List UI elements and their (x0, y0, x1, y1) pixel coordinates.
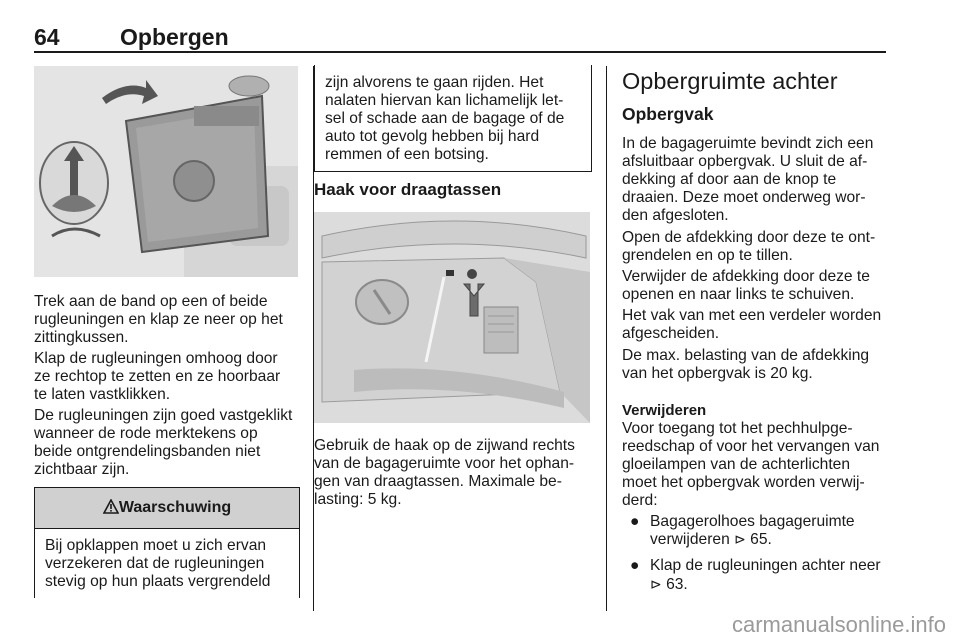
paragraph-storage-lock: In de bagageruimte bevindt zich een afsluitbaar opbergvak. U sluit de af- dekking af door aan de knop te draaien. Deze moet onderweg wor- den afgesloten. (622, 135, 874, 224)
page-title: Opbergen (120, 24, 229, 50)
subsection-title-removal: Verwijderen (622, 402, 707, 419)
page-number: 64 (34, 24, 60, 50)
arrow-reference-icon[interactable]: ⊳ (650, 576, 662, 592)
warning-title-row (35, 499, 299, 517)
section-title-bag-hook: Haak voor draagtassen (314, 180, 502, 199)
list-item (650, 513, 890, 549)
watermark: carmanualsonline.info (731, 612, 946, 637)
seat-fold-illustration (34, 66, 298, 277)
warning-header (35, 488, 299, 529)
list-item-text: Klap de rugleuningen achter neer (650, 557, 881, 574)
header-rule (34, 51, 886, 53)
bullet-dot: ● (630, 557, 640, 574)
paragraph-divider: Het vak van met een verdeler worden afgescheiden. (622, 307, 882, 342)
paragraph-removal: Voor toegang tot het pechhulpge- reedschap of voor het vervangen van gloeilampen van de achterlichten moet het opbergvak worden verwij- derd: (622, 420, 880, 509)
warning-continued-text: zijn alvorens te gaan rijden. Het nalaten hiervan kan lichamelijk let- sel of schade aan de bagage of de auto tot gevolg hebben bij hard remmen of een botsing. (325, 74, 565, 163)
paragraph-bag-hook: Gebruik de haak op de zijwand rechts van de bagageruimte voor het ophan- gen van draagtassen. Maximale be- lasting: 5 kg. (314, 437, 575, 508)
paragraph-open-cover: Open de afdekking door deze te ont- grendelen en op te tillen. (622, 229, 876, 264)
arrow-reference-icon[interactable]: ⊳ (734, 531, 746, 547)
bag-hook-illustration (314, 212, 590, 423)
list-item-text: Bagagerolhoes bagageruimte verwijderen (650, 513, 855, 548)
paragraph-max-load: De max. belasting van de afdekking van het opbergvak is 20 kg. (622, 347, 870, 382)
column-divider-right (606, 66, 607, 611)
warning-triangle-icon (103, 499, 119, 514)
warning-continued-box (314, 65, 592, 172)
list-item (650, 557, 890, 594)
paragraph-locked-indicator: De rugleuningen zijn goed vastgeklikt wanneer de rode merktekens op beide ontgrendelingsbanden niet zichtbaar zijn. (34, 407, 293, 478)
warning-box (34, 487, 300, 598)
paragraph-pull-strap: Trek aan de band op een of beide rugleuningen en klap ze neer op het zittingkussen. (34, 293, 283, 346)
section-title-rear-storage: Opbergruimte achter (622, 68, 838, 94)
list-item-ref[interactable]: 65. (750, 531, 772, 548)
paragraph-remove-cover: Verwijder de afdekking door deze te openen en naar links te schuiven. (622, 268, 870, 303)
page-header (34, 24, 886, 52)
subsection-title-storage-compartment: Opbergvak (622, 104, 714, 124)
bullet-dot: ● (630, 513, 640, 530)
warning-text: Bij opklappen moet u zich ervan verzekeren dat de rugleuningen stevig op hun plaats vergrendeld (45, 537, 271, 590)
warning-title: Waarschuwing (118, 499, 232, 516)
list-item-ref[interactable]: 63. (666, 576, 688, 593)
paragraph-raise-backrest: Klap de rugleuningen omhoog door ze rechtop te zetten en ze hoorbaar te laten vastklikken. (34, 350, 281, 403)
